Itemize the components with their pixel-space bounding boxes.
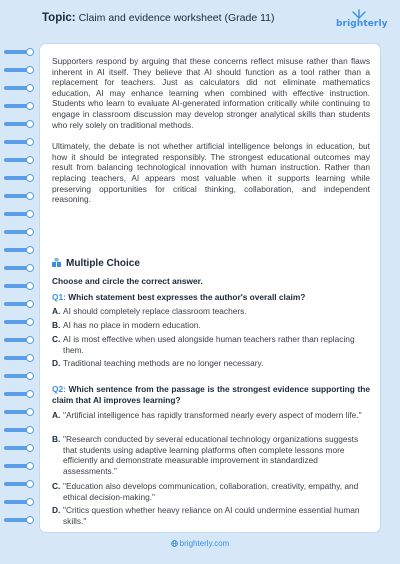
- ring: [4, 66, 34, 74]
- topic-line: [42, 12, 274, 24]
- option-text: Traditional teaching methods are no longer necessary.: [63, 358, 264, 368]
- question-number: Q1:: [52, 292, 66, 302]
- ring: [4, 228, 34, 236]
- answer-option[interactable]: [52, 505, 370, 526]
- ring: [4, 480, 34, 488]
- logo-wordmark: brighterly: [336, 19, 388, 29]
- option-letter: B.: [52, 434, 61, 444]
- ring: [4, 444, 34, 452]
- option-letter: D.: [52, 358, 61, 368]
- answer-option[interactable]: [52, 481, 370, 502]
- instruction-text: Choose and circle the correct answer.: [52, 276, 203, 286]
- ring: [4, 462, 34, 470]
- question-text: Which sentence from the passage is the strongest evidence supporting the claim that AI improves learning?: [52, 384, 370, 405]
- passage-paragraph: Supporters respond by arguing that these concerns reflect misuse rather than flaws inherent in AI itself. They believe that AI should function as a tool rather than a replacement for teachers. Just as calculators did not eliminate mathematics education, AI may enhance learning when combined with effective instruction. Students who learn to evaluate AI-generated information critically while continuing to engage in classroom discussion may develop stronger analytical skills than students who rely solely on traditional methods.: [52, 56, 370, 130]
- footer-link[interactable]: brighterly.com: [179, 539, 230, 548]
- option-letter: A.: [52, 306, 61, 316]
- ring: [4, 426, 34, 434]
- ring: [4, 318, 34, 326]
- passage-paragraph: Ultimately, the debate is not whether artificial intelligence belongs in education, but how it should be integrated responsibly. The strongest educational outcomes may result from balancing technological innovation with human instruction. Rather than replacing teachers, AI appears most valuable when it supports learning while preserving opportunities for critical thinking, collaboration, and independent reasoning.: [52, 141, 370, 205]
- answer-option[interactable]: [52, 306, 370, 317]
- ring: [4, 156, 34, 164]
- answer-option[interactable]: [52, 320, 370, 331]
- option-letter: D.: [52, 505, 61, 515]
- option-text: "Critics question whether heavy reliance on AI could undermine essential human skills.": [63, 505, 360, 526]
- ring: [4, 354, 34, 362]
- topic-label: Topic:: [42, 12, 76, 24]
- ring: [4, 210, 34, 218]
- option-text: "Research conducted by several educational technology organizations suggests that students using adaptive learning platforms often complete lessons more efficiently and demonstrate measurable improvement in standardized assessments.": [63, 434, 359, 476]
- ring: [4, 516, 34, 524]
- section-heading: [52, 258, 140, 269]
- ring: [4, 264, 34, 272]
- ring: [4, 48, 34, 56]
- ring: [4, 300, 34, 308]
- ring: [4, 120, 34, 128]
- ring: [4, 174, 34, 182]
- ring: [4, 408, 34, 416]
- globe-icon: [171, 540, 178, 547]
- ring: [4, 336, 34, 344]
- ring: [4, 372, 34, 380]
- ring: [4, 246, 34, 254]
- worksheet-header: [0, 0, 400, 40]
- topic-value: Claim and evidence worksheet (Grade 11): [78, 12, 275, 24]
- question-2: [52, 384, 370, 405]
- option-letter: C.: [52, 334, 61, 344]
- brighterly-logo: [336, 9, 388, 33]
- option-letter: C.: [52, 481, 61, 491]
- answer-option[interactable]: [52, 434, 370, 476]
- answer-option[interactable]: [52, 410, 370, 421]
- notebook-rings: [0, 48, 34, 528]
- ring: [4, 390, 34, 398]
- ring: [4, 84, 34, 92]
- ring: [4, 102, 34, 110]
- ring: [4, 192, 34, 200]
- footer: [0, 539, 400, 548]
- answer-option[interactable]: [52, 334, 370, 355]
- option-letter: B.: [52, 320, 61, 330]
- reading-passage: [52, 56, 370, 216]
- option-text: AI has no place in modern education.: [63, 320, 201, 330]
- question-text: Which statement best expresses the author's overall claim?: [68, 292, 306, 302]
- answer-option[interactable]: [52, 358, 370, 369]
- sun-rays-icon: [350, 9, 368, 19]
- question-number: Q2:: [52, 384, 66, 394]
- option-letter: A.: [52, 410, 61, 420]
- blocks-icon: [52, 258, 61, 267]
- option-text: "Artificial intelligence has rapidly transformed nearly every aspect of modern life.": [63, 410, 362, 420]
- option-text: AI should completely replace classroom teachers.: [63, 306, 247, 316]
- ring: [4, 138, 34, 146]
- ring: [4, 498, 34, 506]
- ring: [4, 282, 34, 290]
- option-text: "Education also develops communication, collaboration, creativity, empathy, and ethical decision-making.": [63, 481, 359, 502]
- section-title: Multiple Choice: [66, 258, 140, 269]
- option-text: AI is most effective when used alongside human teachers rather than replacing them.: [63, 334, 355, 355]
- question-1: [52, 292, 370, 303]
